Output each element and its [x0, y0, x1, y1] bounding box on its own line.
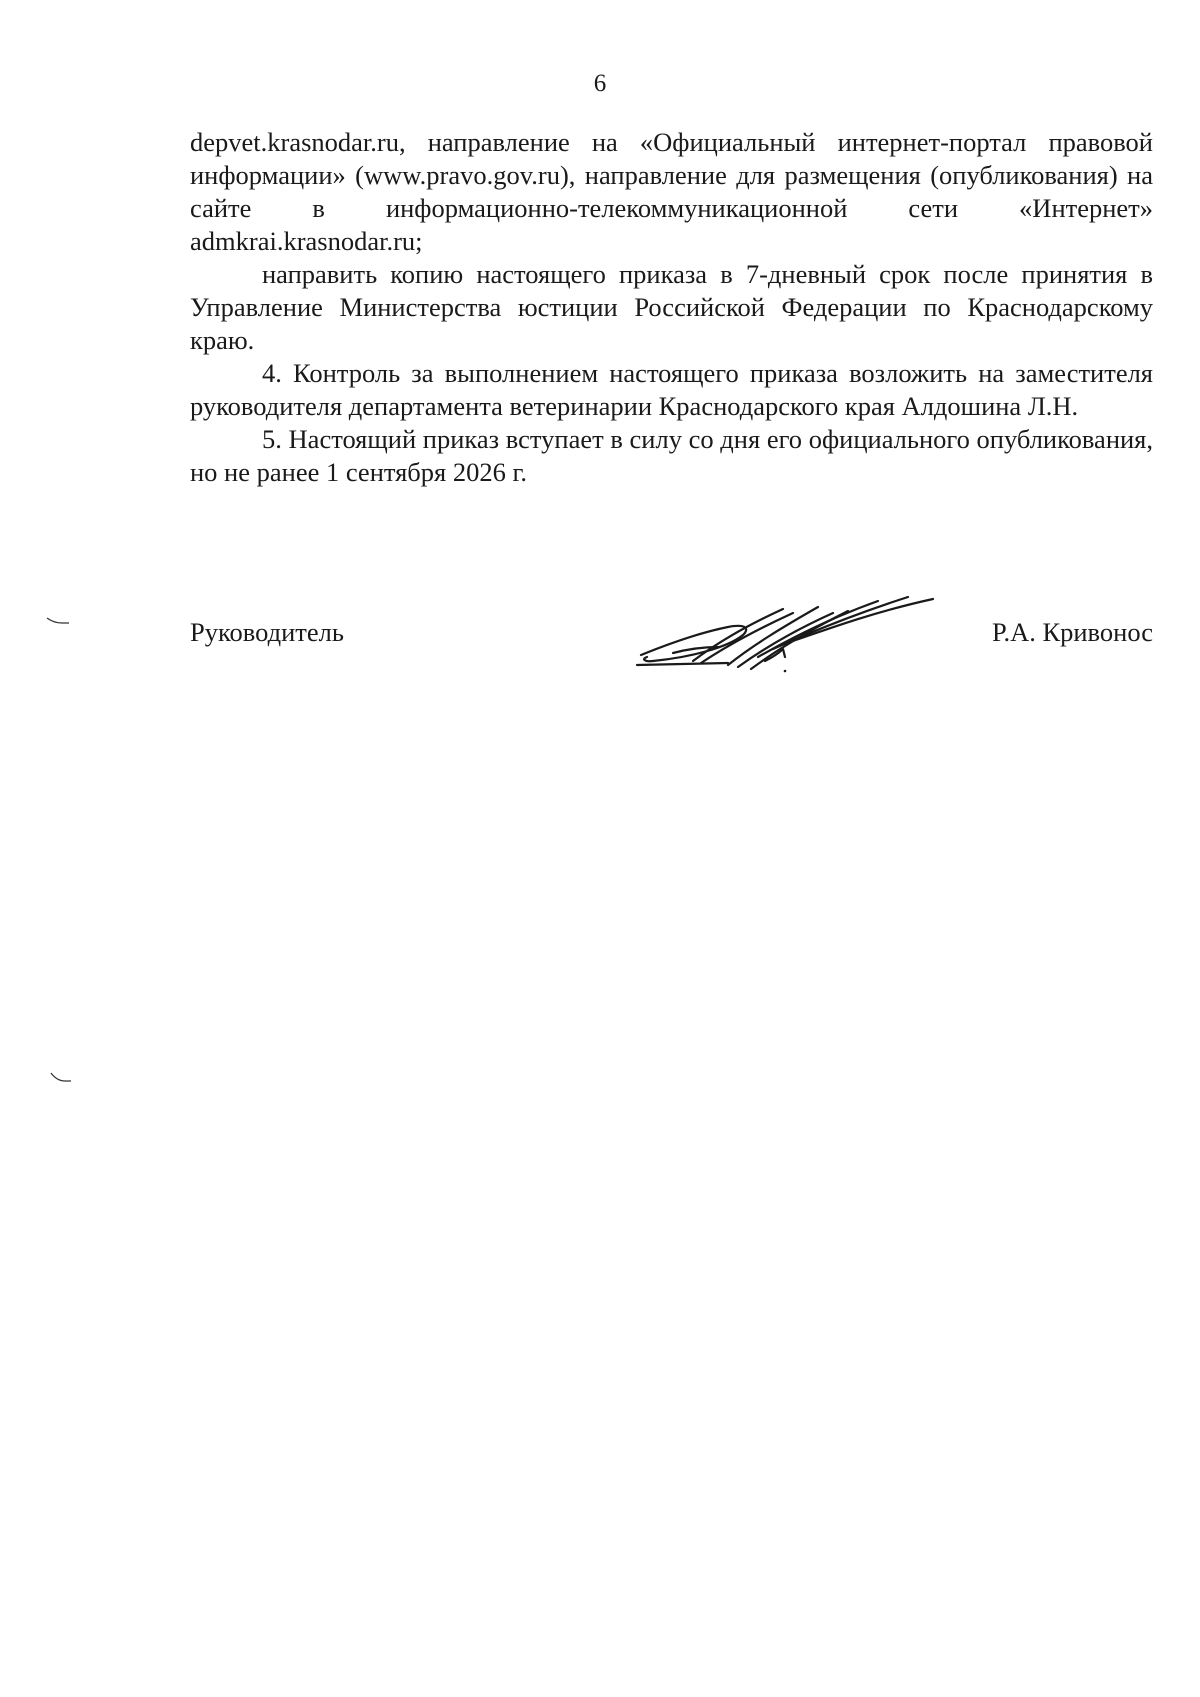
signatory-title: Руководитель	[190, 617, 344, 647]
paragraph-send-copy: направить копию настоящего приказа в 7-дневный срок после принятия в Управление Министерства юстиции Российской Федерации по Краснодарскому краю.	[190, 259, 1153, 355]
paragraph-control: 4. Контроль за выполнением настоящего приказа возложить на заместителя руководителя департамента ветеринарии Краснодарского края Алдошина Л.Н.	[190, 358, 1153, 421]
signatory-name: Р.А. Кривонос	[992, 617, 1153, 647]
paragraph-effective-date: 5. Настоящий приказ вступает в силу со дня его официального опубликования, но не ранее 1 сентября 2026 г.	[190, 424, 1153, 487]
scan-artifact	[50, 1072, 72, 1084]
handwritten-signature	[633, 587, 938, 677]
scan-artifact	[46, 616, 70, 626]
page-number: 6	[593, 70, 607, 97]
paragraph-publication-sites: depvet.krasnodar.ru, направление на «Официальный интернет-портал правовой информации» (www.pravo.gov.ru), направление для размещения (опубликования) на сайте в информационно-телекоммуникационной сети «Интернет» admkrai.krasnodar.ru;	[190, 127, 1153, 256]
document-body	[190, 126, 1153, 489]
